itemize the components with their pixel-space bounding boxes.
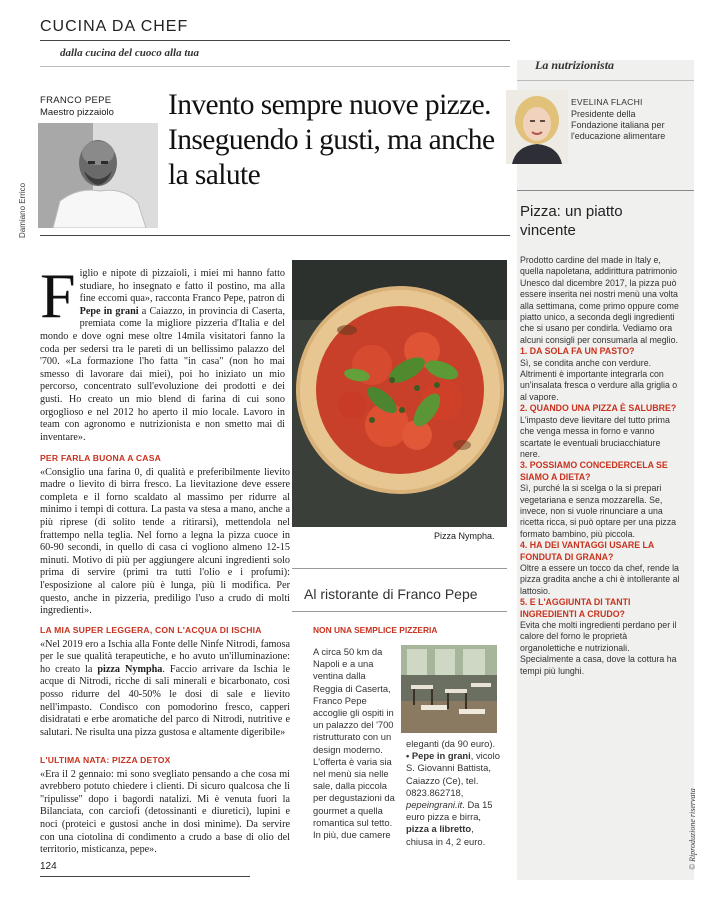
nutritionist-portrait — [506, 90, 568, 164]
restaurant-photo — [401, 645, 497, 733]
pizza-illustration — [292, 260, 507, 527]
sidebar-title: Pizza: un piatto vincente — [520, 203, 623, 239]
section-title: CUCINA DA CHEF — [40, 18, 189, 35]
drop-cap: F — [40, 260, 76, 331]
home-tips-text: «Consiglio una farina 0, di qualità e preferibilmente lievito madre o lievito di birra fresco. La lievitazione deve essere completa e il forno scaldato al massimo per ridurre al minimo i tempi di cottura. La pasta va stesa a mano, anche a più riprese (di solito tende a ritirarsi), mettendola nel frattempo nella teglia. Nel forno a legna la pizza cuoce in 60-90 secondi, in quello di casa ci vogliono almeno 12-15 minuti. Motivo di più per aggiungere alcuni ingredienti solo prima di servire (primi tra tutti l'olio e i profumi): l'esposizione al calore più è lunga, più li modifica. Per questo, anche in pizzeria, prediligo l'uso a crudo di molti ingredienti». — [40, 466, 290, 617]
qa-question: 1. DA SOLA FA UN PASTO? — [520, 346, 635, 357]
ischia-text-1: «Nel 2019 ero a Ischia alla Fonte delle Ninfe Nitrodi, famosa per le sue qualità terapeutiche, e ho avuto un'illuminazione: ho creato la — [40, 638, 290, 675]
sidebar-label: La nutrizionista — [535, 58, 615, 72]
restaurant-box-subtitle: NON UNA SEMPLICE PIZZERIA — [313, 625, 438, 635]
headline-divider — [40, 235, 510, 236]
restaurant-illustration — [401, 645, 497, 733]
restaurant-box-divider — [292, 611, 507, 612]
section-detox — [40, 754, 290, 857]
author-role: Maestro pizzaiolo — [40, 107, 114, 118]
qa-question: 5. E L'AGGIUNTA DI TANTI INGREDIENTI A CRUDO? — [520, 597, 631, 619]
qa-answer: Oltre a essere un tocco da chef, rende la pizza gradita anche a chi è intollerante al lattosio. — [520, 562, 680, 596]
subhead-detox: L'ULTIMA NATA: PIZZA DETOX — [40, 755, 171, 765]
article-intro — [40, 260, 285, 444]
sidebar-divider-2 — [517, 190, 694, 191]
subhead-ischia: LA MIA SUPER LEGGERA, CON L'ACQUA DI ISCHIA — [40, 625, 262, 635]
tagline-divider — [40, 66, 510, 67]
qa-answer: Evita che molti ingredienti perdano per il calore del forno le proprietà organolettiche e nutrizionali. Specialmente a casa, dove la cottura ha tempi più lunghi. — [520, 620, 677, 676]
section-tagline: dalla cucina del cuoco alla tua — [60, 47, 200, 59]
restaurant-box-title: Al ristorante di Franco Pepe — [304, 586, 478, 602]
intro-text-1: iglio e nipote di pizzaioli, i miei mi hanno fatto studiare, ho insegnato e fatto il postino, ma alla fine eccomi qua», racconta Franco Pepe, patron di — [79, 268, 285, 305]
restaurant-prices: . Da 15 euro pizza e birra, — [406, 799, 493, 823]
restaurant-text-col-1: A circa 50 km da Napoli e a una ventina dalla Reggia di Caserta, Franco Pepe accoglie gli ospiti in un palazzo del '700 ristrutturato con un design moderno. L'offerta è varia sia nel menù sia nelle sale, dalla piccola per degustazioni da gourmet a quella romantica sul tetto. In più, due camere — [313, 646, 395, 841]
qa-item — [520, 403, 680, 460]
restaurant-text-col-2 — [406, 738, 502, 848]
ischia-text-2: . Faccio arrivare da Ischia le acque di Nitrodi, ricche di sali minerali e bicarbonato, così posso ridurre del 40-50% le dosi di sale e lievito nell'impasto. Condisco con pomodorino fresco, capperi disidratati e erbe aromatiche del parco di Nitrodi, nutritive e salutari. Ne risulta una pizza gustosa e altamente digeribile» — [40, 663, 290, 738]
section-ischia — [40, 624, 290, 739]
restaurant-name-bold: • Pepe in grani — [406, 750, 471, 762]
detox-text: «Era il 2 gennaio: mi sono svegliato pensando a che cosa mi avrebbero potuto chiedere i clienti. Di sicuro qualcosa che li "ripulisse" dopo i bagordi natalizi. Mi è venuta fuori la Bilanciata, con carciofi (detossinanti e diuretici), lupini e noci (proteici e gustosi anche in dosi minime). Da servire con una ciotolina di condimento a crudo a base di olio del territorio, misticanza, pepe». — [40, 768, 290, 856]
footer-divider — [40, 876, 250, 877]
page-number: 124 — [40, 861, 57, 872]
qa-item — [520, 597, 680, 677]
intro-text-2: a Caiazzo, in provincia di Caserta, premiata come la migliore pizzeria d'Italia e del mondo e dove ogni mese oltre 14mila visitatori fanno la coda per sedersi tra le pareti di un bellissimo palazzo del '700. «La formazione l'ho fatta "in casa" (non ho mai smesso di lavorare dai miei), poi ho iniziato un mio percorso, concentrato sull'evoluzione dei prodotti e dei gusti. Ho creato un mio blend di farina di cui sono orgoglioso e nel 2012 ho aperto il mio locale. Lavoro in team con agronomo e nutrizionista e non smetto mai di inventare». — [40, 305, 285, 443]
qa-item — [520, 540, 680, 597]
author-name: FRANCO PEPE — [40, 95, 112, 106]
qa-item — [520, 346, 680, 403]
restaurant-address: , vicolo S. Giovanni Battista, Caiazzo (Ce), tel. 0823.862718, — [406, 750, 500, 798]
restaurant-name-inline: Pepe in grani — [79, 305, 139, 317]
qa-question: 4. HA DEI VANTAGGI USARE LA FONDUTA DI GRANA? — [520, 540, 654, 562]
photo-caption: Pizza Nympha. — [434, 531, 495, 541]
nutritionist-role: Presidente della Fondazione italiana per l'educazione alimentare — [571, 109, 666, 141]
photo-credit: Damiano Errico — [18, 182, 27, 238]
subhead-home-tips: PER FARLA BUONA A CASA — [40, 453, 162, 463]
qa-question: 3. POSSIAMO CONCEDERCELA SE SIAMO A DIETA? — [520, 460, 668, 482]
copyright-notice: © Riproduzione riservata — [688, 788, 697, 870]
nutritionist-illustration — [506, 90, 568, 164]
sidebar-intro: Prodotto cardine del made in Italy e, quella napoletana, addirittura patrimonio Unesco dal dicembre 2017, la pizza può essere inserita nei nostri menù una volta alla settimana, come primo oppure come piatto unico, a seconda degli ingredienti che si usano per condirla. Vediamo ora alcuni consigli per consumarla al meglio. — [520, 255, 679, 345]
qa-answer: Sì, se condita anche con verdure. Altrimenti è importante integrarla con un'insalata fresca o verdure alla griglia o al vapore. — [520, 357, 678, 402]
qa-item — [520, 460, 680, 540]
chef-portrait-illustration — [38, 123, 158, 228]
pizza-libretto-bold: pizza a libretto — [406, 823, 472, 835]
chef-portrait — [38, 123, 158, 228]
restaurant-rooms-text: eleganti (da 90 euro). — [406, 738, 496, 749]
pizza-nympha-inline: pizza Nympha — [97, 663, 163, 675]
qa-answer: L'impasto deve lievitare del tutto prima che venga messa in forno e vanno scartate le eventuali bruciacchiature nere. — [520, 414, 670, 459]
qa-answer: Sì, purché la si scelga o la si prepari vegetariana e senza mozzarella. Se, invece, non si vuole rinunciare a una ricetta ricca, si può optare per una pizza formato bambino, più piccola. — [520, 483, 676, 539]
article-headline: Invento sempre nuove pizze. Inseguendo i gusti, ma anche la salute — [168, 89, 495, 191]
qa-question: 2. QUANDO UNA PIZZA È SALUBRE? — [520, 403, 677, 414]
ischia-text — [40, 639, 290, 740]
sidebar-divider — [517, 80, 694, 81]
header-divider — [40, 40, 510, 41]
sidebar-body — [520, 255, 680, 677]
restaurant-website: pepeingrani.it — [406, 799, 463, 811]
pizza-photo — [292, 260, 507, 527]
restaurant-libretto-price: , chiusa in 4, 2 euro. — [406, 823, 486, 847]
section-home-tips — [40, 452, 290, 618]
nutritionist-name: EVELINA FLACHI — [571, 97, 643, 107]
